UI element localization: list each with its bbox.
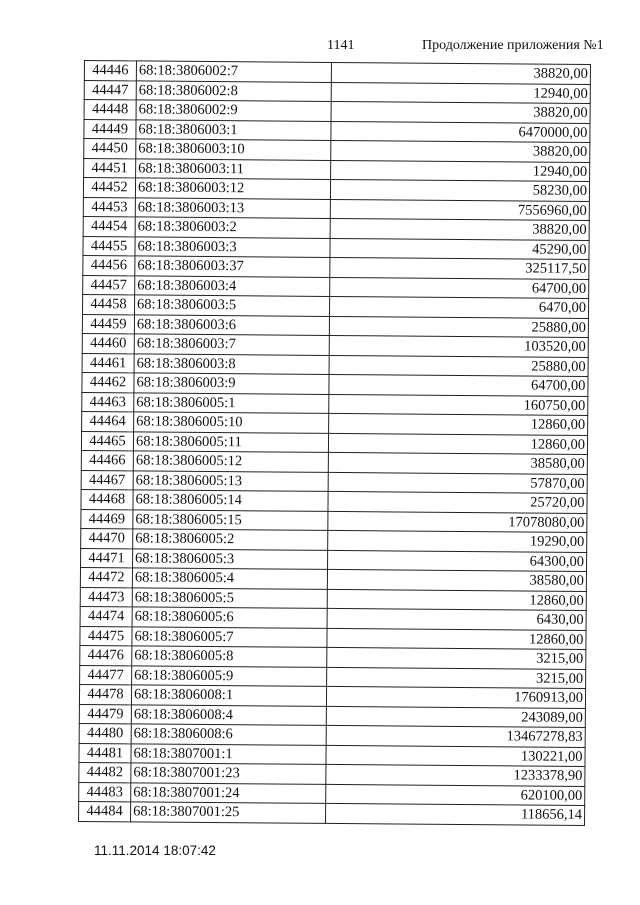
row-number: 44457 — [83, 275, 135, 295]
row-number: 44482 — [79, 762, 131, 782]
cadastral-value: 45290,00 — [330, 238, 589, 260]
table-body — [79, 61, 591, 825]
row-number: 44463 — [82, 392, 134, 412]
row-number: 44464 — [82, 411, 134, 431]
cadastral-number: 68:18:3806005:11 — [133, 431, 328, 452]
cadastral-number: 68:18:3806008:4 — [131, 704, 326, 725]
appendix-continuation-note: Продолжение приложения №1 — [422, 38, 604, 53]
cadastral-number: 68:18:3806003:9 — [134, 373, 329, 394]
row-number: 44459 — [82, 314, 134, 334]
row-number: 44450 — [84, 139, 136, 159]
row-number: 44467 — [81, 470, 133, 490]
cadastral-number: 68:18:3806005:8 — [132, 646, 327, 667]
row-number: 44462 — [82, 372, 134, 392]
cadastral-number: 68:18:3806008:1 — [131, 685, 326, 706]
row-number: 44484 — [79, 801, 131, 821]
row-number: 44465 — [81, 431, 133, 451]
table-row — [79, 801, 585, 824]
cadastral-value: 25880,00 — [329, 316, 588, 338]
cadastral-number: 68:18:3806003:11 — [136, 158, 331, 179]
cadastral-value-table — [78, 60, 591, 825]
row-number: 44454 — [83, 216, 135, 236]
row-number: 44449 — [84, 119, 136, 139]
cadastral-number: 68:18:3806003:6 — [134, 314, 329, 335]
row-number: 44481 — [79, 743, 131, 763]
cadastral-number: 68:18:3806003:12 — [135, 178, 330, 199]
cadastral-value: 58230,00 — [330, 179, 589, 201]
cadastral-value: 13467278,83 — [326, 725, 585, 747]
cadastral-value: 12860,00 — [329, 413, 588, 435]
cadastral-number: 68:18:3806005:15 — [133, 509, 328, 530]
cadastral-value: 130221,00 — [326, 745, 585, 767]
cadastral-number: 68:18:3806005:6 — [132, 607, 327, 628]
cadastral-number: 68:18:3806005:1 — [134, 392, 329, 413]
cadastral-number: 68:18:3806003:3 — [135, 236, 330, 257]
cadastral-number: 68:18:3807001:24 — [131, 782, 326, 803]
cadastral-value: 19290,00 — [328, 530, 587, 552]
cadastral-number: 68:18:3807001:25 — [131, 802, 326, 823]
row-number: 44458 — [83, 294, 135, 314]
cadastral-number: 68:18:3806003:37 — [135, 256, 330, 277]
cadastral-number: 68:18:3806005:9 — [132, 665, 327, 686]
cadastral-number: 68:18:3806002:9 — [136, 100, 331, 121]
print-timestamp: 11.11.2014 18:07:42 — [94, 843, 216, 858]
row-number: 44475 — [80, 626, 132, 646]
row-number: 44448 — [84, 100, 136, 120]
cadastral-value: 243089,00 — [326, 706, 585, 728]
row-number: 44470 — [81, 528, 133, 548]
cadastral-value: 6430,00 — [327, 608, 586, 630]
cadastral-number: 68:18:3806005:7 — [132, 626, 327, 647]
row-number: 44452 — [83, 178, 135, 198]
cadastral-number: 68:18:3806005:3 — [133, 548, 328, 569]
cadastral-value: 7556960,00 — [330, 199, 589, 221]
row-number: 44469 — [81, 509, 133, 529]
cadastral-value: 64700,00 — [330, 277, 589, 299]
cadastral-number: 68:18:3806002:8 — [136, 80, 331, 101]
cadastral-number: 68:18:3806003:5 — [135, 295, 330, 316]
cadastral-value: 3215,00 — [327, 647, 586, 669]
row-number: 44451 — [84, 158, 136, 178]
cadastral-value: 1233378,90 — [326, 764, 585, 786]
page-number: 1141 — [327, 38, 355, 53]
cadastral-value: 57870,00 — [328, 472, 587, 494]
cadastral-number: 68:18:3806005:5 — [132, 587, 327, 608]
cadastral-number: 68:18:3806003:7 — [134, 334, 329, 355]
cadastral-value: 12940,00 — [331, 82, 590, 104]
cadastral-value: 325117,50 — [330, 257, 589, 279]
row-number: 44468 — [81, 489, 133, 509]
row-number: 44477 — [80, 665, 132, 685]
row-number: 44471 — [81, 548, 133, 568]
row-number: 44473 — [80, 587, 132, 607]
cadastral-number: 68:18:3806005:12 — [133, 451, 328, 472]
cadastral-value: 17078080,00 — [328, 511, 587, 533]
cadastral-value: 12940,00 — [331, 160, 590, 182]
row-number: 44446 — [84, 61, 136, 81]
cadastral-value: 38820,00 — [331, 62, 590, 84]
cadastral-number: 68:18:3806003:13 — [135, 197, 330, 218]
row-number: 44447 — [84, 80, 136, 100]
row-number: 44455 — [83, 236, 135, 256]
cadastral-value: 38580,00 — [328, 452, 587, 474]
cadastral-value: 38820,00 — [331, 140, 590, 162]
cadastral-number: 68:18:3806005:2 — [133, 529, 328, 550]
cadastral-number: 68:18:3806008:6 — [131, 724, 326, 745]
row-number: 44483 — [79, 782, 131, 802]
cadastral-value: 6470000,00 — [331, 121, 590, 143]
cadastral-number: 68:18:3806005:14 — [133, 490, 328, 511]
cadastral-value: 160750,00 — [329, 394, 588, 416]
cadastral-value: 64300,00 — [328, 550, 587, 572]
cadastral-number: 68:18:3806003:8 — [134, 353, 329, 374]
cadastral-value: 38580,00 — [327, 569, 586, 591]
row-number: 44472 — [80, 567, 132, 587]
cadastral-number: 68:18:3807001:1 — [131, 743, 326, 764]
cadastral-number: 68:18:3806005:4 — [132, 568, 327, 589]
row-number: 44456 — [83, 255, 135, 275]
cadastral-value: 103520,00 — [329, 335, 588, 357]
row-number: 44479 — [79, 704, 131, 724]
row-number: 44474 — [80, 606, 132, 626]
row-number: 44478 — [79, 684, 131, 704]
row-number: 44466 — [81, 450, 133, 470]
row-number: 44461 — [82, 353, 134, 373]
row-number: 44453 — [83, 197, 135, 217]
cadastral-value: 620100,00 — [326, 784, 585, 806]
cadastral-value: 25880,00 — [329, 355, 588, 377]
cadastral-number: 68:18:3807001:23 — [131, 763, 326, 784]
cadastral-number: 68:18:3806003:4 — [135, 275, 330, 296]
cadastral-value: 12860,00 — [328, 433, 587, 455]
cadastral-value: 25720,00 — [328, 491, 587, 513]
cadastral-value: 6470,00 — [329, 296, 588, 318]
cadastral-value: 3215,00 — [327, 667, 586, 689]
row-number: 44460 — [82, 333, 134, 353]
cadastral-number: 68:18:3806005:10 — [134, 412, 329, 433]
row-number: 44476 — [80, 645, 132, 665]
cadastral-value: 12860,00 — [327, 628, 586, 650]
cadastral-value: 38820,00 — [330, 218, 589, 240]
cadastral-value: 12860,00 — [327, 589, 586, 611]
cadastral-number: 68:18:3806003:1 — [136, 119, 331, 140]
cadastral-value: 38820,00 — [331, 101, 590, 123]
cadastral-value: 118656,14 — [326, 803, 585, 825]
cadastral-number: 68:18:3806002:7 — [136, 61, 331, 82]
cadastral-value: 64700,00 — [329, 374, 588, 396]
row-number: 44480 — [79, 723, 131, 743]
cadastral-number: 68:18:3806003:2 — [135, 217, 330, 238]
cadastral-value: 1760913,00 — [326, 686, 585, 708]
cadastral-number: 68:18:3806003:10 — [136, 139, 331, 160]
cadastral-number: 68:18:3806005:13 — [133, 470, 328, 491]
